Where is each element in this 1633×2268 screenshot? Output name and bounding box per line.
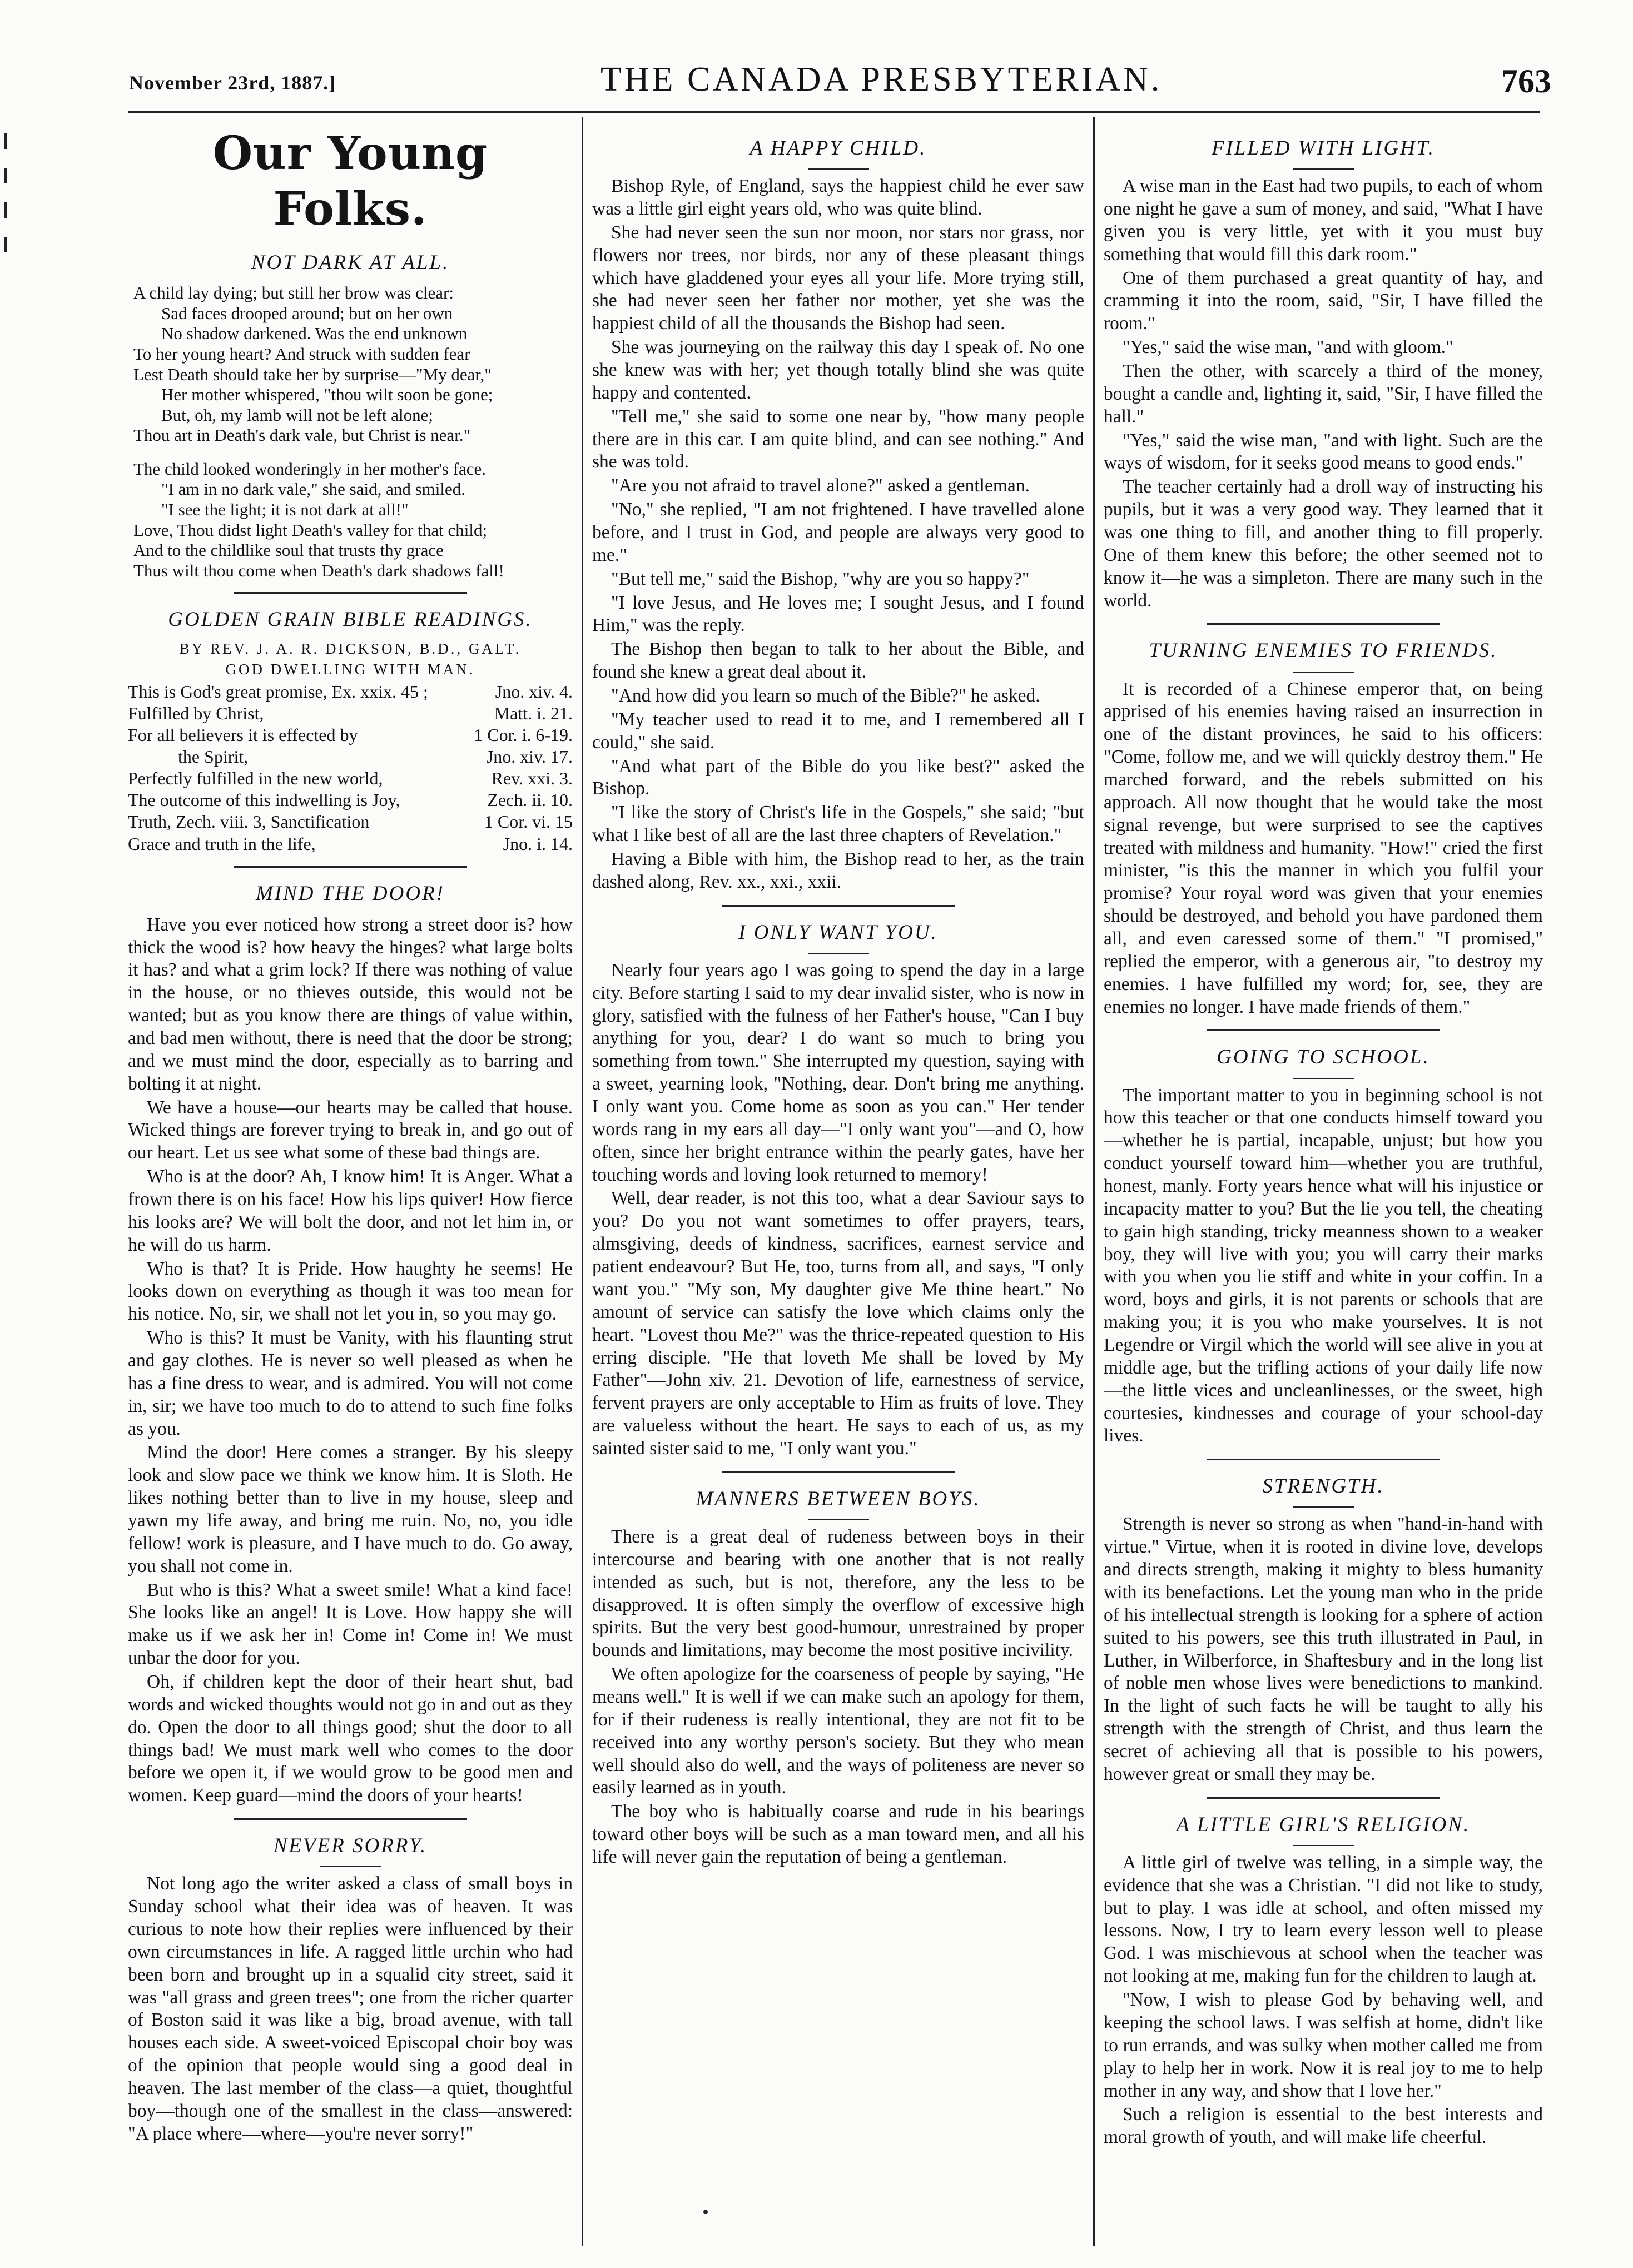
paragraph: She was journeying on the railway this day I speak of. No one she knew was with her; yet though totally blind she was quite happy and contented. [592,337,1084,403]
poem [133,283,573,581]
paragraph: She had never seen the sun nor moon, nor stars nor grass, nor flowers nor trees, nor birds, nor any of these pleasant things which have gladdened your eyes all your life. More trying still, she had never seen her father nor mother, yet she was the happiest child of all the thousands the Bishop had seen. [592,222,1084,334]
paragraph: Mind the door! Here comes a stranger. By his sleepy look and slow pace we think we know him. It is Sloth. He likes nothing better than to live in my house, sleep and yawn my life away, and bring me ruin. No, no, you idle fellow! work is pleasure, and I have much to do. Go away, you shall not come in. [128,1442,573,1576]
column-divider [1093,117,1095,2246]
poem-line: The child looked wonderingly in her mother's face. [133,459,487,479]
poem-line: Thus wilt thou come when Death's dark shadows fall! [133,560,504,580]
article-title: I ONLY WANT YOU. [738,921,938,944]
paragraph: Oh, if children kept the door of their heart shut, bad words and wicked thoughts would not go in and out as they do. Open the door to all things good; shut the door to all things bad! We must mark well who comes to the door before we open it, if we would grow to be good men and women. Keep guard—mind the doors of your hearts! [128,1672,573,1806]
paragraph: It is recorded of a Chinese emperor that, on being apprised of his enemies having raised an insurrection in one of the distant provinces, he said to his officers: "Come, follow me, and we will quickly destroy them." He marched forward, and the rebels submitted on his approach. All now thought that he would take the most signal revenge, but were surprised to see the captives treated with mildness and humanity. "How!" cried the first minister, "is this the manner in which you fulfil your promise? Your royal word was given that your enemies should be destroyed, and behold you have pardoned them all, and even caressed some of them." "I promised," replied the emperor, with a generous air, "to destroy my enemies. I have fulfilled my word; for, see, they are enemies no longer. I have made friends of them." [1104,678,1543,1017]
article-title: FILLED WITH LIGHT. [1212,137,1435,160]
article-title: STRENGTH. [1262,1475,1384,1498]
readings-table [128,681,573,854]
section-rule [1207,623,1440,625]
paragraph: "I love Jesus, and He loves me; I sought Jesus, and I found Him," was the reply. [592,592,1084,636]
paragraph: Well, dear reader, is not this too, what a dear Saviour says to you? Do you not want sometimes to offer prayers, tears, almsgiving, deeds of kindness, sacrifices, earnest service and patient endeavour? But He, too, turns from all, and says, "I only want you." "My son, My daughter give Me thine heart." No amount of service can satisfy the love which claims only the heart. "Lovest thou Me?" was the thrice-repeated question to His erring disciple. "He that loveth Me shall be loved by My Father"—John xiv. 21. Devotion of life, earnestness of service, fervent prayers are only acceptable to Him as fruits of love. They are valueless without the heart. He says to each of us, as my sainted sister said to me, "I only want you." [592,1188,1084,1459]
paragraph: Nearly four years ago I was going to spend the day in a large city. Before starting I said to my dear invalid sister, who is now in glory, satisfied with the fulness of her Father's house, "Can I buy anything for you, dear? I do want so much to bring you something from town." She interrupted my question, saying with a sweet, yearning look, "Nothing, dear. Don't bring me anything. I only want you. Come home as soon as you can." Her tender words rang in my ears all day—"I only want you"—and O, how often, since her bright entrance within the pearly gates, have her touching words and loving look returned to memory! [592,959,1084,1185]
paragraph: The boy who is habitually coarse and rude in his bearings toward other boys will be such as a man toward men, and all his life will never gain the reputation of being a gentleman. [592,1801,1084,1867]
paragraph: "Tell me," she said to some one near by, "how many people there are in this car. I am quite blind, and can see nothing." And she was told. [592,406,1084,472]
poem-line: To her young heart? And struck with sudden fear [133,344,470,364]
table-row: Fulfilled by Christ, Matt. i. 21. [128,703,573,724]
paragraph: "No," she replied, "I am not frightened. I have travelled alone before, and I trust in God, and people are always very good to me." [592,499,1084,565]
page-header [0,0,1633,111]
paragraph: "My teacher used to read it to me, and I remembered all I could," she said. [592,709,1084,753]
paragraph: "And how did you learn so much of the Bible?" he asked. [611,685,1040,707]
table-row: For all believers it is effected by 1 Cor. i. 6-19. [128,725,573,745]
section-rule [234,1818,467,1820]
section-rule [1207,1029,1440,1031]
article-title: TURNING ENEMIES TO FRIENDS. [1149,639,1498,663]
paragraph: "Yes," said the wise man, "and with gloom." [1123,337,1453,358]
paragraph: Who is this? It must be Vanity, with his flaunting strut and gay clothes. He is never so well pleased as when he has a fine dress to wear, and is admired. You will not come in, sir; we have too much to do to attend to such fine folks as you. [128,1327,573,1439]
paragraph: "Yes," said the wise man, "and with light. Such are the ways of wisdom, for it seeks good means to good ends." [1104,430,1543,474]
poem-line: "I see the light; it is not dark at all!" [161,499,409,519]
poem-line: Her mother whispered, "thou wilt soon be gone; [161,385,493,405]
paragraph: There is a great deal of rudeness between boys in their intercourse and bearing with one another that is not really intended as such, but is not, therefore, any the less to be disapproved. It is often simply the overflow of excessive high spirits. But the very best good-humour, unrestrained by proper bounds and limitations, may become the most positive incivility. [592,1526,1084,1661]
printer-mark [703,2210,708,2214]
article-title: A LITTLE GIRL'S RELIGION. [1176,1813,1471,1836]
paragraph: Who is that? It is Pride. How haughty he seems! He looks down on everything as though it was too mean for his notice. No, sir, we shall not let you in, so you may go. [128,1258,573,1325]
poem-line: Love, Thou didst light Death's valley for that child; [133,520,488,540]
byline: BY REV. J. A. R. DICKSON, B.D., GALT. [179,640,522,658]
poem-line: A child lay dying; but still her brow was clear: [133,283,454,303]
column-1 [128,122,573,2246]
issue-date: November 23rd, 1887.] [129,72,336,94]
table-row: the Spirit, Jno. xiv. 17. [178,747,573,767]
header-rule [128,111,1540,113]
paragraph: Such a religion is essential to the best interests and moral growth of youth, and will make life cheerful. [1104,2104,1543,2148]
paragraph: Have you ever noticed how strong a street door is? how thick the wood is? how heavy the hinges? what large bolts it has? and what a grim lock? If there was nothing of value in the house, or no thieves outside, this would not be wanted; but as you know there are things of value within, and bad men without, there is need that the door be strong; and we must mind the door, especially as to barring and bolting it at night. [128,914,573,1094]
subheading: GOD DWELLING WITH MAN. [225,661,475,678]
poem-line: And to the childlike soul that trusts thy grace [133,540,444,560]
section-rule [722,1471,955,1473]
poem-line: Lest Death should take her by surprise—"My dear," [133,364,492,384]
column-2 [592,122,1084,2246]
paragraph: Not long ago the writer asked a class of small boys in Sunday school what their idea was of heaven. It was curious to note how their replies were influenced by their own circumstances in life. A ragged little urchin who had been born and brought up in a squalid city street, said it was "all grass and green trees"; one from the richer quarter of Boston said it was like a big, broad avenue, with tall houses each side. A sweet-voiced Episcopal choir boy was of the opinion that people would sing a good deal in heaven. The last member of the class—a quiet, thoughtful boy—though one of the smallest in the class—answered: "A place where—where—you're never sorry!" [128,1873,573,2144]
margin-marks [4,133,10,271]
paragraph: Having a Bible with him, the Bishop read to her, as the train dashed along, Rev. xx., xxi., xxii. [592,849,1084,892]
paragraph: We have a house—our hearts may be called that house. Wicked things are forever trying to break in, and go out of our heart. Let us see what some of these bad things are. [128,1097,573,1163]
paragraph: One of them purchased a great quantity of hay, and cramming it into the room, said, "Sir, I have filled the room." [1104,267,1543,334]
paragraph: Who is at the door? Ah, I know him! It is Anger. What a frown there is on his face! How his lips quiver! How fierce his looks are? We will bolt the door, and not let him in, or he will do us harm. [128,1166,573,1255]
paragraph: The teacher certainly had a droll way of instructing his pupils, but it was a very good way. They learned that it was one thing to fill, and another thing to fill properly. One of them knew this before; the other seemed not to know it—he was a simpleton. There are many such in the world. [1104,476,1543,611]
paragraph: Then the other, with scarcely a third of the money, bought a candle and, lighting it, said, "Sir, I have filled the hall." [1104,361,1543,427]
article-title: A HAPPY CHILD. [750,137,927,160]
paragraph: "Now, I wish to please God by behaving well, and keeping the school laws. I was selfish at home, didn't like to run errands, and was sulky when mother called me from play to help her in work. Now it is real joy to me to help mother in any way, and show that I love her." [1104,1990,1543,2101]
paragraph: The important matter to you in beginning school is not how this teacher or that one conducts himself toward you—whether he is partial, incapable, unjust; but how you conduct yourself toward him—whether you are truthful, honest, manly. Forty years hence what will his injustice or incapacity matter to you? But the lie you tell, the cheating to gain high standing, tricky meanness shown to a weaker boy, they will live with you; you will carry their marks with you when you lie stiff and white in your coffin. In a word, boys and girls, it is not parents or schools that are making you; it is you who make yourselves. It is not Legendre or Virgil which the world will see alive in you at middle age, but the trifling actions of your daily life now—the little vices and uncleanlinesses, or the sweet, high courtesies, kindnesses and courage of your school-day lives. [1104,1085,1543,1446]
section-rule [1207,1459,1440,1460]
paragraph: "Are you not afraid to travel alone?" asked a gentleman. [611,475,1030,496]
article-title: GOING TO SCHOOL. [1217,1046,1430,1069]
section-rule [234,592,467,594]
paragraph: "And what part of the Bible do you like best?" asked the Bishop. [592,755,1084,799]
page-number: 763 [1501,63,1551,100]
table-row: This is God's great promise, Ex. xxix. 45 ; Jno. xiv. 4. [128,682,573,702]
masthead-title: THE CANADA PRESBYTERIAN. [600,61,1163,98]
article-title: MIND THE DOOR! [255,882,445,905]
article-title: NOT DARK AT ALL. [251,251,450,275]
table-row: Truth, Zech. viii. 3, Sanctification 1 Cor. vi. 15 [128,812,573,832]
poem-line: Thou art in Death's dark vale, but Christ is near." [133,425,471,445]
article-title: MANNERS BETWEEN BOYS. [696,1487,981,1510]
paragraph: A wise man in the East had two pupils, to each of whom one night he gave a sum of money, and said, "What I have given you is very little, yet with it you must buy something that would fill this dark room." [1104,176,1543,265]
paragraph: A little girl of twelve was telling, in a simple way, the evidence that she was a Christian. "I did not like to study, but to play. I was idle at school, and often missed my lessons. Now, I try to learn every lesson well to please God. I was mischievous at school when the teacher was not looking at me, making fun for the children to laugh at. [1104,1852,1543,1987]
column-divider [582,117,583,2246]
department-heading: Our Young Folks. [212,127,488,236]
section-rule [234,866,467,868]
table-row: The outcome of this indwelling is Joy, Zech. ii. 10. [128,790,573,810]
article-title: GOLDEN GRAIN BIBLE READINGS. [168,608,533,631]
table-row: Perfectly fulfilled in the new world, Rev. xxi. 3. [128,768,573,789]
column-3 [1104,122,1543,2246]
paragraph: We often apologize for the coarseness of people by saying, "He means well." It is well if we can make such an apology for them, for if their rudeness is really intentional, they are not fit to be received into any worthy person's society. But they who mean well should also do well, and the ways of politeness are never so easily learned as in youth. [592,1664,1084,1798]
poem-line: "I am in no dark vale," she said, and smiled. [161,479,466,499]
section-rule [1207,1797,1440,1799]
table-row: Grace and truth in the life, Jno. i. 14. [128,833,573,854]
poem-line: Sad faces drooped around; but on her own [161,303,453,323]
paragraph: But who is this? What a sweet smile! What a kind face! She looks like an angel! It is Love. How happy she will make us if we ask her in! Come in! Come in! We must unbar the door for you. [128,1579,573,1669]
poem-line: No shadow darkened. Was the end unknown [161,324,468,344]
paragraph: Bishop Ryle, of England, says the happiest child he ever saw was a little girl eight years old, who was quite blind. [592,176,1084,219]
section-rule [722,905,955,907]
paragraph: "I like the story of Christ's life in the Gospels," she said; "but what I like best of all are the last three chapters of Revelation." [592,802,1084,846]
paragraph: The Bishop then began to talk to her about the Bible, and found she knew a great deal about it. [592,639,1084,683]
paragraph: "But tell me," said the Bishop, "why are you so happy?" [611,568,1030,589]
poem-line: But, oh, my lamb will not be left alone; [161,405,434,425]
paragraph: Strength is never so strong as when "hand-in-hand with virtue." Virtue, when it is rooted in divine love, develops and directs strength, making it mighty to bless humanity with its benefactions. Let the young man who in the pride of his intellectual strength is looking for a sphere of action suited to his powers, see this truth illustrated in Paul, in Luther, in Wilberforce, in Shaftesbury and in the long list of noble men whose lives were benedictions to mankind. In the light of such facts he will be taught to ally his strength with the strength of Christ, and thus learn the secret of achieving all that is possible to his powers, however great or small they may be. [1104,1514,1543,1784]
article-title: NEVER SORRY. [273,1834,428,1858]
